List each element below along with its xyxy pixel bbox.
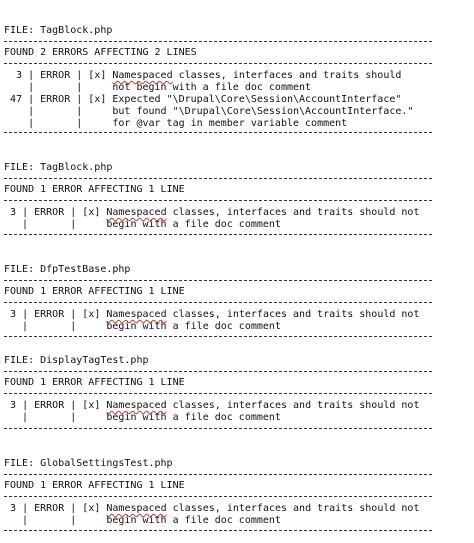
separator-line xyxy=(4,178,432,179)
line-number: 3 xyxy=(4,70,23,81)
severity: ERROR xyxy=(40,70,71,81)
error-row: 3 | ERROR | [x] Namespaced classes, interfaces and traits should not xyxy=(10,309,420,320)
error-message-cont: for @var tag in member variable comment xyxy=(112,118,348,129)
spellcheck-word: Namespaced xyxy=(106,309,167,320)
separator-line xyxy=(4,41,432,42)
error-row-continuation: | | begin with a file doc comment xyxy=(4,321,281,332)
separator-line xyxy=(4,280,432,281)
error-flag: [x] xyxy=(88,94,107,105)
separator-line xyxy=(4,336,432,337)
error-row: 3 | ERROR | [x] Namespaced classes, interfaces and traits should not xyxy=(10,503,420,514)
error-row: 3 | ERROR | [x] Namespaced classes, interfaces and traits should not xyxy=(10,400,420,411)
separator-line xyxy=(4,63,432,64)
error-row-continuation: | | begin with a file doc comment xyxy=(4,412,281,423)
severity: ERROR xyxy=(34,207,65,218)
separator-line xyxy=(4,371,432,372)
error-message: classes, interfaces and traits should xyxy=(172,70,402,81)
file-name: FILE: DfpTestBase.php xyxy=(4,264,131,275)
severity: ERROR xyxy=(34,503,65,514)
line-number: 3 xyxy=(10,400,17,411)
file-header xyxy=(4,162,112,174)
error-row-continuation: | | for @var tag in member variable comment xyxy=(4,118,348,129)
separator-line xyxy=(4,496,432,497)
file-header xyxy=(4,458,173,470)
severity: ERROR xyxy=(40,94,71,105)
error-flag: [x] xyxy=(82,207,101,218)
separator-line xyxy=(4,234,432,235)
error-flag: [x] xyxy=(82,503,101,514)
severity: ERROR xyxy=(34,309,65,320)
error-message: classes, interfaces and traits should not xyxy=(166,207,420,218)
error-message-cont: begin with a file doc comment xyxy=(106,515,281,526)
separator-line xyxy=(4,302,432,303)
file-name: FILE: GlobalSettingsTest.php xyxy=(4,458,173,469)
error-summary: FOUND 1 ERROR AFFECTING 1 LINE xyxy=(4,377,185,388)
file-header xyxy=(4,25,112,37)
separator-line xyxy=(4,200,432,201)
error-message-cont: begin with a file doc comment xyxy=(106,412,281,423)
line-number: 3 xyxy=(10,207,17,218)
error-message: classes, interfaces and traits should not xyxy=(166,400,420,411)
error-flag: [x] xyxy=(82,400,101,411)
file-name: FILE: TagBlock.php xyxy=(4,162,113,173)
error-row-continuation: | | begin with a file doc comment xyxy=(4,515,281,526)
separator-line xyxy=(4,393,432,394)
error-flag: [x] xyxy=(88,70,107,81)
error-message-cont: begin with a file doc comment xyxy=(106,219,281,230)
error-message-cont: not begin with a file doc comment xyxy=(112,82,312,93)
file-name: FILE: DisplayTagTest.php xyxy=(4,355,149,366)
spellcheck-word: Namespaced xyxy=(106,503,167,514)
separator-line xyxy=(4,474,432,475)
line-number: 3 xyxy=(10,503,17,514)
error-summary: FOUND 1 ERROR AFFECTING 1 LINE xyxy=(4,286,185,297)
spellcheck-word: Namespaced xyxy=(106,400,167,411)
error-message: Expected "\Drupal\Core\Session\AccountInterface" xyxy=(112,94,402,105)
error-message: classes, interfaces and traits should not xyxy=(166,309,420,320)
error-summary: FOUND 1 ERROR AFFECTING 1 LINE xyxy=(4,184,185,195)
spellcheck-word: Namespaced xyxy=(106,207,167,218)
separator-line xyxy=(4,132,432,133)
error-row-continuation: | | begin with a file doc comment xyxy=(4,219,281,230)
error-row-continuation: | | not begin with a file doc comment xyxy=(4,82,312,93)
error-message-cont: begin with a file doc comment xyxy=(106,321,281,332)
separator-line xyxy=(4,530,432,531)
severity: ERROR xyxy=(34,400,65,411)
error-summary: FOUND 1 ERROR AFFECTING 1 LINE xyxy=(4,480,185,491)
error-message-cont: but found "\Drupal\Core\Session\AccountInterface." xyxy=(112,106,414,117)
error-row: 3 | ERROR | [x] Namespaced classes, interfaces and traits should xyxy=(4,70,402,81)
separator-line xyxy=(4,428,432,429)
error-row-continuation: | | but found "\Drupal\Core\Session\AccountInterface." xyxy=(4,106,414,117)
error-row: 47 | ERROR | [x] Expected "\Drupal\Core\Session\AccountInterface" xyxy=(4,94,402,105)
file-header xyxy=(4,264,130,276)
line-number: 47 xyxy=(4,94,23,105)
file-header xyxy=(4,355,149,367)
error-summary: FOUND 2 ERRORS AFFECTING 2 LINES xyxy=(4,47,197,58)
line-number: 3 xyxy=(10,309,17,320)
file-name: FILE: TagBlock.php xyxy=(4,25,113,36)
error-flag: [x] xyxy=(82,309,101,320)
error-row: 3 | ERROR | [x] Namespaced classes, interfaces and traits should not xyxy=(10,207,420,218)
error-message: classes, interfaces and traits should not xyxy=(166,503,420,514)
spellcheck-word: Namespaced xyxy=(112,70,173,81)
